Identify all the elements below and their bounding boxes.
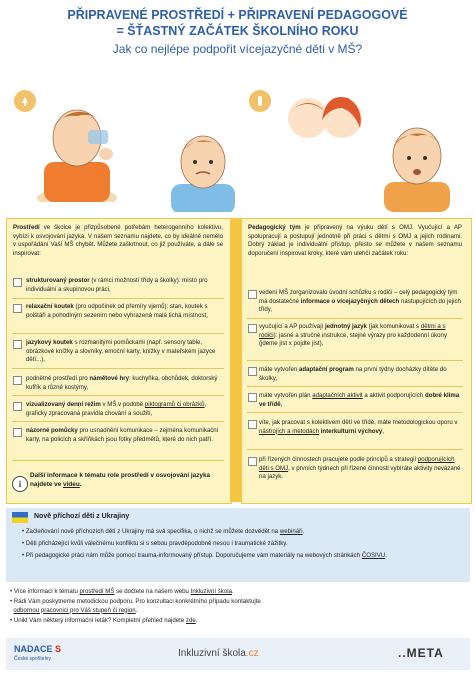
subtitle: Jak co nejlépe podpořit vícejazyčné děti v MŠ?	[112, 42, 363, 56]
panel-divider	[230, 218, 241, 502]
item-bold: jazykový koutek	[26, 339, 73, 346]
bullet-text: Rádi Vám poskytneme metodickou podporu. Pro konzultaci konkrétního případu kontaktujte	[13, 598, 261, 605]
list-item	[26, 375, 224, 392]
intro-bold: Pedagogický tým	[248, 224, 301, 231]
item-bold: strukturovaný prostor	[26, 277, 90, 284]
consultant-link[interactable]: odbornou pracovnici pro Váš stupeň či region	[13, 606, 136, 614]
list-item	[259, 419, 463, 436]
bullet-text: se dočtete na našem webu	[114, 588, 191, 595]
item-text: : kuchyňka, obchůdek, doktorský kufřík a různé kostýmy,	[26, 375, 218, 391]
checkbox-guided-activities[interactable]	[248, 457, 257, 466]
sad-boy-illustration	[163, 128, 243, 212]
item-text: víte, jak pracovat s kolektivem dětí ve třídě, máte metodologickou oporu v	[259, 419, 458, 426]
checkbox-relax-corner[interactable]	[13, 304, 22, 313]
inkluzivni-text: Inkluzivní škola	[178, 648, 246, 659]
list-item	[26, 339, 224, 365]
divider	[247, 449, 463, 450]
divider	[247, 318, 463, 319]
supporting-children-link[interactable]: podporujících děti s OMJ	[259, 456, 455, 472]
item-bold: interkulturní výchovy	[320, 427, 383, 435]
pedagogy-intro	[248, 224, 462, 258]
intro-text: je připravený na výuku dětí s OMJ. Vyučující a AP spolupracují a postupují jednotně při práci s dětmi s OMJ a jejich rodinami. Dobrý základ je individuální přístup, přesto se můžete v našem seznamu doporučení inspirovat kroky, které vám ulehčí začátek roku:	[248, 224, 462, 257]
checkbox-language-corner[interactable]	[13, 340, 22, 349]
cz-text: .cz	[245, 648, 259, 659]
bullet-text: Děti přicházející kvůli válečnému konfliktu si s sebou pravděpodobně nesou i traumatické zážitky.	[25, 540, 288, 547]
item-bold: jednotný jazyk	[324, 323, 367, 330]
divider	[12, 460, 224, 461]
bullet-text: Při pedagogické práci nám může pomoci trauma-informovaný přístup. Doporučujeme vám materiály na webových stránkách	[25, 552, 362, 559]
info-bullet-2: • Rádi Vám poskytneme metodickou podporu. Pro konzultaci konkrétního případu kontaktujte odbornou pracovnici pro Váš stupeň či region.	[10, 598, 261, 614]
item-text: ): jasné a stručné instrukce, stejné výrazy pro každodenní úkony (jdeme jíst x pojdte jíst),	[259, 331, 447, 348]
list-item	[26, 277, 224, 294]
item-text: ,	[280, 400, 283, 408]
item-bold: adaptační program	[298, 366, 354, 373]
item-bold: námětové hry	[89, 375, 129, 382]
item-bold: názorné pomůcky	[26, 427, 78, 434]
bullet-text: .	[231, 588, 234, 595]
list-item	[259, 289, 463, 315]
item-text: vedení MŠ zorganizovalo úvodní schůzku s rodiči – celý pedagogický tým má dostatečné	[259, 289, 458, 305]
cosivu-link[interactable]: ČOSIVU	[361, 552, 386, 559]
inkluzivni-skola-logo[interactable]	[178, 648, 259, 659]
item-text: pro usnadnění komunikace – zejména komunikační karty, na policích a skříňkách jsou fotky předmětů, které do nich patří.	[26, 427, 219, 443]
divider	[12, 395, 224, 396]
worried-boy-illustration	[376, 120, 458, 212]
title-line-2: = ŠŤASTNÝ ZAČÁTEK ŠKOLNÍHO ROKU	[116, 24, 359, 38]
drinking-boy-illustration	[32, 94, 122, 202]
item-text: na první týdny docházky dítěte do školky,	[259, 366, 447, 382]
lamp-icon	[14, 90, 36, 112]
info-bullet-1: • Více informací k tématu prostředí MŠ se dočtete na našem webu Inkluzivní škola.	[10, 588, 234, 595]
item-text: máte vytvořen plán	[259, 392, 313, 399]
checkbox-role-play[interactable]	[13, 376, 22, 385]
overview-link[interactable]: zde	[185, 617, 196, 624]
checkbox-structured-space[interactable]	[13, 278, 22, 287]
nadace-s-icon: S	[52, 644, 62, 654]
environment-link[interactable]: prostředí MŠ	[79, 588, 115, 595]
list-item	[259, 456, 463, 482]
bullet-text: Unikl Vám některý informační leták? Kompletní přehled najdete	[13, 617, 186, 624]
bullet-text: Začleňování nově příchozích dětí z Ukrajiny má svá specifika, o nichž se můžete dozvědět na	[25, 528, 280, 535]
ukraine-flag-icon	[12, 512, 28, 523]
intro-bold: Prostředí	[13, 224, 40, 231]
ukraine-title: Nově příchozí děti z Ukrajiny	[34, 513, 130, 520]
item-text: (pro odpočinek od přemíry vjemů): stan, koutek s polštáři a pohodlným sezením nebo vyhrazená malá tichá místnost,	[26, 303, 208, 319]
divider	[247, 386, 463, 387]
intro-text: ve školce je přizpůsobené potřebám heterogenního kolektivu, vybízí k osvojování jazyka. V našem seznamu najdete, co by ideálně nemělo v uspořádání Vaší MŠ chybět. Můžete zaškrtnout, co již používáte, a dále se inspirovat:	[13, 224, 223, 257]
more-info	[30, 472, 224, 489]
item-text: , v prvních týdnech při řízené činnosti vybíráte aktivity nevázané na jazyk.	[259, 464, 461, 481]
item-text: podnětné prostředí pro	[26, 375, 90, 382]
divider	[12, 421, 224, 422]
title-line-1: PŘIPRAVENÉ PROSTŘEDÍ + PŘIPRAVENÍ PEDAGOGOVÉ	[67, 8, 408, 22]
nadace-logo	[14, 644, 61, 654]
list-item	[259, 392, 463, 409]
tools-methods-link[interactable]: nástrojích a metodách	[259, 427, 319, 435]
checkbox-parents-meeting[interactable]	[248, 290, 257, 299]
list-item	[259, 323, 463, 349]
bullet-text: .	[385, 552, 387, 559]
item-bold: vizualizovaný denní režim	[26, 401, 101, 408]
item-text: ,	[382, 427, 385, 435]
divider	[247, 412, 463, 413]
bullet-text: .	[195, 617, 198, 624]
checkbox-visual-aids[interactable]	[13, 428, 22, 437]
divider	[12, 298, 224, 299]
bullet-text: .	[302, 528, 305, 535]
item-text: při řízených činnostech pracujete podle principů a strategií	[259, 456, 418, 463]
list-item	[26, 427, 224, 444]
bullet-text: .	[135, 606, 138, 614]
item-text: s rozmanitými pomůckami (např. sensory table, obrázkové knížky a slovníky, emoční karty, knížky v mateřském jazyce dětí...),	[26, 339, 216, 364]
info-bullet-3: • Unikl Vám některý informační leták? Kompletní přehled najdete zde.	[10, 617, 198, 624]
checkbox-adaptation-activities[interactable]	[248, 393, 257, 402]
list-item	[26, 401, 224, 418]
item-text: , graficky zpracovaná pravidla chování a soužití,	[26, 401, 207, 417]
item-bold: relaxační koutek	[26, 303, 74, 310]
list-item	[259, 366, 463, 383]
item-text: (jak komunikovat s	[366, 323, 421, 330]
item-bold: dobré klima ve třídě	[259, 392, 460, 408]
checkbox-unified-language[interactable]	[248, 324, 257, 333]
children-parents-link[interactable]: dětmi a s rodiči	[259, 323, 446, 339]
item-text: v MŠ v podobě	[100, 401, 145, 408]
bullet-text: Více informací k tématu	[13, 588, 80, 595]
info-icon: i	[12, 476, 28, 492]
sporitelna-text: České spořitelny	[14, 656, 51, 662]
divider	[12, 333, 224, 334]
divider	[247, 360, 463, 361]
item-bold: informace o vícejazyčných dětech	[300, 297, 400, 305]
item-text: a aktivit podporujících	[362, 392, 425, 399]
checkbox-daily-routine[interactable]	[13, 402, 22, 411]
list-item	[26, 303, 224, 320]
checkbox-adaptation-program[interactable]	[248, 367, 257, 376]
more-text: .	[79, 480, 82, 488]
divider	[12, 368, 224, 369]
ukraine-bullet-2: • Děti přicházející kvůli válečnému konfliktu si s sebou pravděpodobně nesou i traumatické zážitky.	[22, 540, 288, 547]
item-text: nastupujících do jejich třídy,	[259, 297, 461, 314]
webinar-link[interactable]: webináři	[279, 528, 303, 535]
ukraine-bullet-1: • Začleňování nově příchozích dětí z Ukrajiny má svá specifika, o nichž se můžete dozvědět na webináři.	[22, 528, 305, 535]
pill-icon	[249, 90, 271, 112]
item-text: vyučující a AP používají	[259, 323, 325, 330]
item-text: máte vytvořen	[259, 366, 299, 373]
environment-intro	[13, 224, 223, 258]
inkluzivni-skola-link[interactable]: Inkluzivní škola	[190, 588, 232, 595]
video-link[interactable]: videu	[63, 480, 80, 488]
nadace-text: NADACE	[14, 644, 53, 654]
pictograms-link[interactable]: piktogramů či obrázků	[144, 401, 205, 408]
more-text: Další informace k tématu role prostředí v osvojování jazyka najdete ve	[30, 472, 211, 488]
meta-logo: ..META	[398, 646, 444, 660]
checkbox-intercultural[interactable]	[248, 420, 257, 429]
parents-illustration	[286, 90, 362, 146]
ukraine-bullet-3: • Při pedagogické práci nám může pomoci trauma-informovaný přístup. Doporučujeme vám materiály na webových stránkách ČOSIVU.	[22, 552, 387, 559]
adaptation-activities-link[interactable]: adaptačních aktivit	[312, 392, 363, 399]
item-text: (v rámci možností třídy a školky): místo pro individuální a skupinovou práci,	[26, 277, 208, 293]
